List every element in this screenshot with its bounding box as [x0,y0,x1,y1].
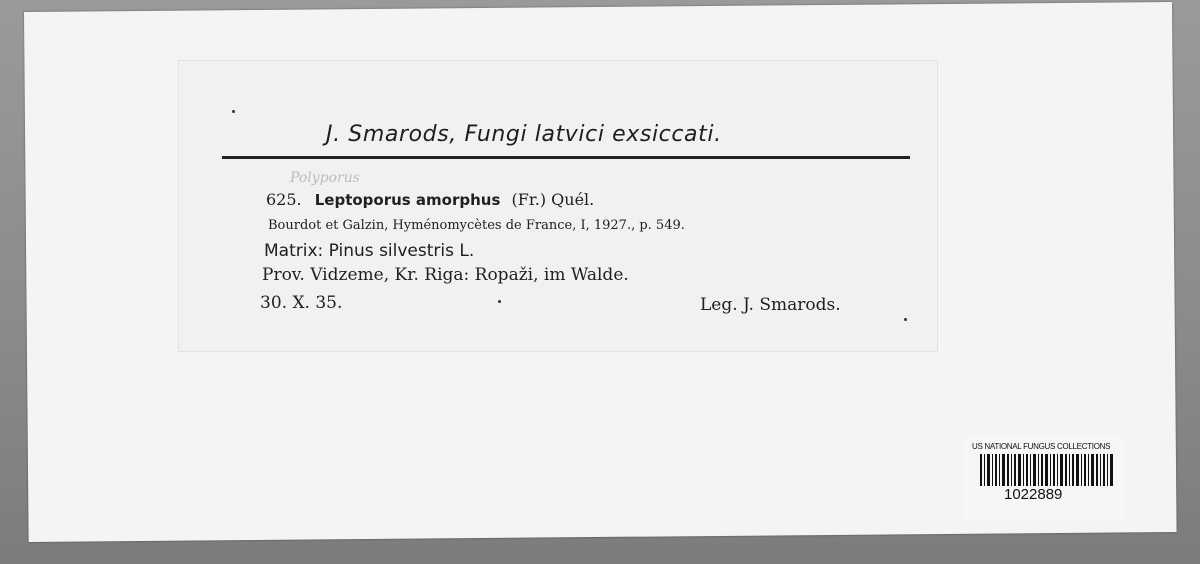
collector-line: Leg. J. Smarods. [700,295,841,315]
barcode-institution: US NATIONAL FUNGUS COLLECTIONS [972,442,1111,451]
handwritten-annotation: Polyporus [290,170,360,186]
taxon-authority: (Fr.) Quél. [511,190,595,209]
speck [232,110,235,113]
barcode-number: 1022889 [1004,486,1063,503]
locality-line: Prov. Vidzeme, Kr. Riga: Ropaži, im Walde. [262,265,629,285]
label-header: J. Smarods, Fungi latvici exsiccati. [326,122,722,147]
taxon-line [266,190,594,209]
speck [498,300,501,303]
matrix-line: Matrix: Pinus silvestris L. [264,241,475,261]
barcode-icon [980,454,1116,486]
taxon-name: Leptoporus amorphus [314,191,501,209]
date-line: 30. X. 35. [260,293,343,313]
speck [904,318,907,321]
exsiccata-number: 625. [266,190,302,209]
reference-line: Bourdot et Galzin, Hyménomycètes de France, I, 1927., p. 549. [268,218,685,233]
header-rule [222,156,910,159]
